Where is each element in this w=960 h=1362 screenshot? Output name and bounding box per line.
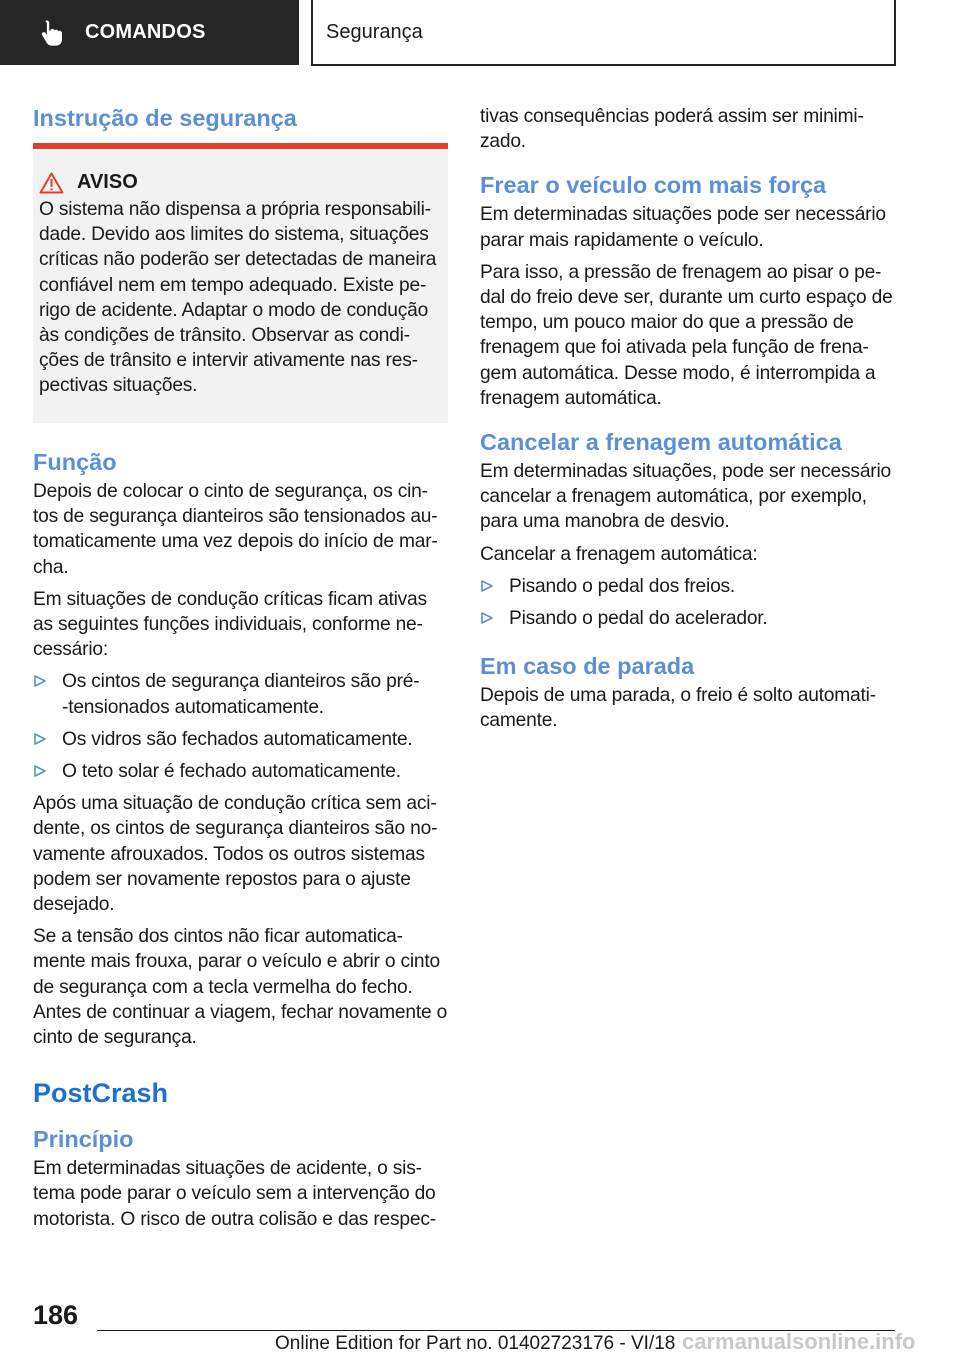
- triangle-bullet-icon: [33, 732, 47, 746]
- list-item-text: Pisando o pedal do acelerador.: [509, 608, 768, 630]
- chapter-title: Segurança: [326, 20, 423, 43]
- heading-principle: Princípio: [33, 1126, 134, 1153]
- cancel-list: [480, 574, 900, 631]
- warning-label: AVISO: [77, 171, 138, 193]
- section-tab: [0, 0, 299, 65]
- triangle-bullet-icon: [480, 579, 494, 593]
- warning-triangle-icon: [39, 172, 64, 194]
- paragraph: Em determinadas situações de acidente, o sis-tema pode parar o veículo sem a intervenção do motorista. O risco de outra colisão e das respec-: [33, 1158, 436, 1230]
- list-item-text: Os cintos de segurança dianteiros são pré-‑tensionados automaticamente.: [62, 671, 420, 718]
- chapter-box: [311, 0, 896, 66]
- function-list: [33, 669, 448, 784]
- triangle-bullet-icon: [33, 674, 47, 688]
- paragraph: Cancelar a frenagem automática:: [480, 543, 758, 565]
- list-item-text: O teto solar é fechado automaticamente.: [62, 761, 401, 783]
- right-column: [480, 104, 900, 741]
- list-item: [33, 669, 448, 719]
- paragraph: tivas consequências poderá assim ser minimi-zado.: [480, 106, 864, 153]
- heading-cancel-braking: Cancelar a frenagem automática: [480, 429, 842, 456]
- paragraph: Após uma situação de condução crítica sem aci-dente, os cintos de segurança dianteiros são no-vamente afrouxados. Todos os outros sistemas podem ser novamente repostos para o ajuste desejado.: [33, 793, 438, 916]
- list-item-text: Pisando o pedal dos freios.: [509, 575, 736, 597]
- triangle-bullet-icon: [480, 611, 494, 625]
- paragraph: Em determinadas situações pode ser necessário parar mais rapidamente o veículo.: [480, 204, 886, 251]
- list-item-text: Os vidros são fechados automaticamente.: [62, 728, 413, 750]
- paragraph: Depois de colocar o cinto de segurança, os cin-tos de segurança dianteiros são tensionados au-tomaticamente uma vez depois do início de mar-cha.: [33, 481, 438, 578]
- list-item: [33, 727, 448, 752]
- list-item: [480, 606, 900, 631]
- paragraph: Depois de uma parada, o freio é solto automati-camente.: [480, 685, 876, 732]
- section-title: COMANDOS: [85, 21, 206, 43]
- warning-box: [33, 143, 448, 423]
- list-item: [33, 759, 448, 784]
- paragraph: Em determinadas situações, pode ser necessário cancelar a frenagem automática, por exemplo, para uma manobra de desvio.: [480, 461, 892, 533]
- left-column-body: [33, 447, 448, 1239]
- paragraph: Se a tensão dos cintos não ficar automatica-mente mais frouxa, parar o veículo e abrir o cinto de segurança com a tecla vermelha do fecho. Antes de continuar a viagem, fechar novamente o cinto de segurança.: [33, 926, 448, 1049]
- paragraph: Para isso, a pressão de frenagem ao pisar o pe-dal do freio deve ser, durante um curto espaço de tempo, um pouco maior do que a pressão de frenagem que foi ativada pela função de frena-gem automática. Desse modo, é interrompida a frenagem automática.: [480, 261, 893, 409]
- heading-function: Função: [33, 449, 117, 475]
- warning-text: O sistema não dispensa a própria responsabili-dade. Devido aos limites do sistema, situações críticas não poderão ser detectadas de maneira confiável nem em tempo adequado. Existe pe-rigo de acidente. Adaptar o modo de condução às condições de trânsito. Observar as condi-ções de trânsito e intervir ativamente nas res-pectivas situações.: [39, 199, 437, 397]
- hand-pointer-icon: [40, 19, 66, 47]
- watermark: carmanualsonline.info: [682, 1329, 916, 1354]
- heading-stop: Em caso de parada: [480, 653, 695, 680]
- heading-postcrash: PostCrash: [33, 1078, 169, 1109]
- list-item: [480, 574, 900, 599]
- paragraph: Em situações de condução críticas ficam ativas as seguintes funções individuais, conforme ne-cessário:: [33, 588, 427, 661]
- warning-header: [39, 171, 440, 194]
- footer-text: Online Edition for Part no. 01402723176 - VI/18: [275, 1333, 676, 1354]
- page-number: 186: [33, 1300, 79, 1330]
- heading-safety: Instrução de segurança: [33, 105, 297, 131]
- heading-brake-harder: Frear o veículo com mais força: [480, 172, 827, 199]
- triangle-bullet-icon: [33, 764, 47, 778]
